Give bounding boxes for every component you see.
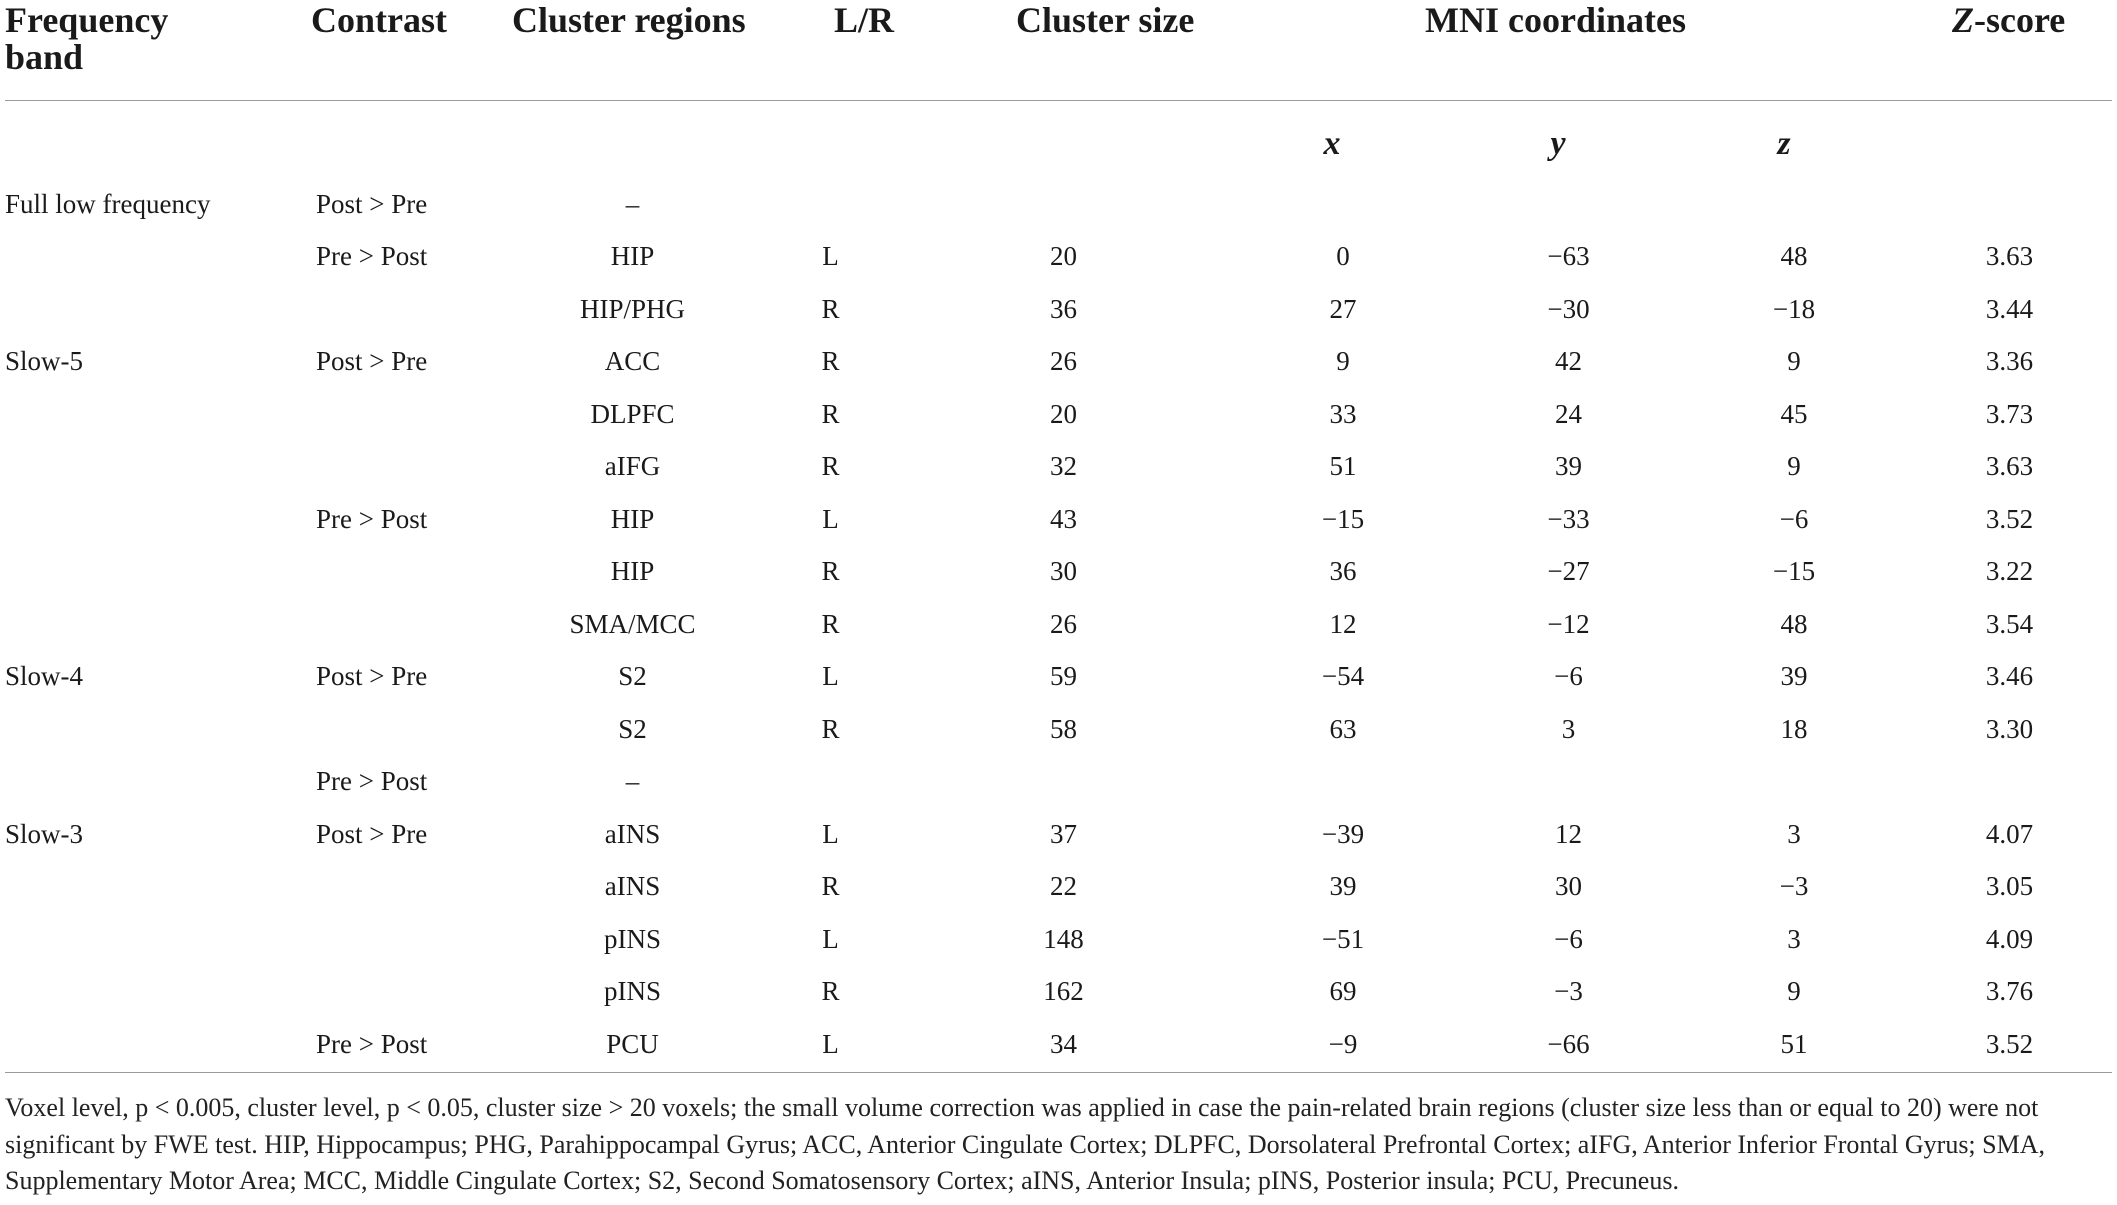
header-cluster-regions: Cluster regions	[512, 0, 746, 40]
cluster-region-cell: aINS	[604, 818, 661, 849]
cluster-size-cell: 37	[1050, 818, 1077, 849]
cluster-size-cell: 32	[1050, 451, 1077, 482]
mni-x-cell: −15	[1321, 503, 1365, 534]
frequency-band-cell	[5, 546, 316, 599]
frequency-band-cell	[5, 703, 316, 756]
header-contrast: Contrast	[311, 0, 447, 40]
mni-z-cell: −15	[1772, 556, 1816, 587]
header-score-suffix: -score	[1974, 0, 2066, 40]
contrast-cell	[316, 703, 501, 756]
mni-y-cell: −63	[1547, 241, 1590, 272]
mni-x-cell: 12	[1329, 608, 1357, 639]
mni-x-cell: 9	[1336, 346, 1350, 377]
mni-y-cell: −6	[1554, 661, 1583, 692]
mni-z-cell: 51	[1780, 1028, 1808, 1059]
hemisphere-cell: L	[822, 923, 839, 954]
mni-x-cell: 33	[1329, 398, 1357, 429]
cluster-region-cell: HIP	[610, 503, 655, 534]
contrast-cell: Pre > Post	[316, 503, 428, 534]
z-score-cell: 3.05	[1985, 871, 2034, 902]
mni-y-cell: −27	[1547, 556, 1590, 587]
cluster-region-cell: DLPFC	[590, 398, 675, 429]
contrast-cell	[316, 546, 501, 599]
mni-z-cell	[1681, 178, 1907, 231]
subheader-y: y	[1550, 125, 1566, 162]
table-footnote: Voxel level, p < 0.005, cluster level, p < 0.05, cluster size > 20 voxels; the small volume correction was applied in case the pain-related brain regions (cluster size less than or equal to 20) were not significant by FWE test. HIP, Hippocampus; PHG, Parahippocampal Gyrus; ACC, Anterior Cingulate Cortex; DLPFC, Dorsolateral Prefrontal Cortex; aIFG, Anterior Inferior Frontal Gyrus; SMA, Supplementary Motor Area; MCC, Middle Cingulate Cortex; S2, Second Somatosensory Cortex; aINS, Anterior Insula; pINS, Posterior insula; PCU, Precuneus.	[5, 1093, 2046, 1195]
z-score-cell: 3.36	[1985, 346, 2034, 377]
cluster-size-cell: 34	[1050, 1028, 1077, 1059]
table-row	[5, 441, 2112, 494]
table-row	[5, 178, 2112, 231]
frequency-band-cell: Full low frequency	[5, 188, 211, 219]
z-score-cell: 4.09	[1985, 923, 2034, 954]
mni-x-cell	[1230, 178, 1456, 231]
contrast-cell	[316, 441, 501, 494]
mni-y-cell: −3	[1554, 976, 1583, 1007]
z-score-cell: 3.30	[1985, 713, 2034, 744]
contrast-cell: Post > Pre	[316, 188, 428, 219]
frequency-band-cell	[5, 1018, 316, 1071]
mni-x-cell: −51	[1321, 923, 1365, 954]
mni-z-cell: 45	[1780, 398, 1808, 429]
z-score-cell: 3.52	[1985, 503, 2034, 534]
z-score-cell: 3.44	[1985, 293, 2034, 324]
table-row	[5, 808, 2112, 861]
table-row	[5, 913, 2112, 966]
z-score-cell	[1907, 756, 2112, 809]
cluster-region-cell: ACC	[604, 346, 661, 377]
results-table	[5, 178, 2112, 1071]
frequency-band-cell	[5, 598, 316, 651]
mni-z-cell: 3	[1787, 923, 1801, 954]
mni-z-cell: 9	[1787, 346, 1801, 377]
mni-y-cell	[1456, 178, 1681, 231]
cluster-size-cell: 26	[1050, 346, 1077, 377]
cluster-region-cell: S2	[618, 661, 647, 692]
contrast-cell	[316, 598, 501, 651]
mni-y-cell: 24	[1555, 398, 1582, 429]
contrast-cell: Post > Pre	[316, 661, 428, 692]
mni-z-cell: −3	[1779, 871, 1809, 902]
mni-x-cell: −39	[1321, 818, 1365, 849]
table-row	[5, 861, 2112, 914]
mni-x-cell: 36	[1329, 556, 1357, 587]
cluster-size-cell	[897, 756, 1230, 809]
table-row	[5, 283, 2112, 336]
table-row	[5, 546, 2112, 599]
z-score-cell: 4.07	[1985, 818, 2034, 849]
mni-z-cell: 9	[1787, 451, 1801, 482]
contrast-cell	[316, 861, 501, 914]
cluster-size-cell: 148	[1043, 923, 1084, 954]
header-divider	[5, 100, 2112, 101]
table-row	[5, 1018, 2112, 1071]
z-score-cell: 3.63	[1985, 451, 2034, 482]
mni-x-cell: 69	[1329, 976, 1357, 1007]
frequency-band-cell	[5, 283, 316, 336]
mni-y-cell: −33	[1547, 503, 1590, 534]
hemisphere-cell	[764, 756, 897, 809]
cluster-size-cell: 20	[1050, 398, 1077, 429]
mni-y-cell: 30	[1555, 871, 1582, 902]
mni-z-cell: 39	[1780, 661, 1808, 692]
mni-z-cell: 9	[1787, 976, 1801, 1007]
hemisphere-cell: R	[821, 346, 840, 377]
frequency-band-cell	[5, 913, 316, 966]
mni-y-cell	[1456, 756, 1681, 809]
contrast-cell: Pre > Post	[316, 241, 428, 272]
cluster-region-cell: HIP	[610, 241, 655, 272]
z-score-cell: 3.63	[1985, 241, 2034, 272]
frequency-band-cell	[5, 861, 316, 914]
header-frequency-band: Frequency band	[5, 0, 169, 77]
cluster-size-cell: 59	[1050, 661, 1077, 692]
cluster-size-cell	[897, 178, 1230, 231]
z-score-cell: 3.46	[1985, 661, 2034, 692]
hemisphere-cell: L	[822, 241, 839, 272]
table-row	[5, 703, 2112, 756]
mni-x-cell: −54	[1321, 661, 1365, 692]
hemisphere-cell: R	[821, 293, 840, 324]
z-score-cell: 3.76	[1985, 976, 2034, 1007]
contrast-cell: Post > Pre	[316, 346, 428, 377]
mni-y-cell: −6	[1554, 923, 1583, 954]
cluster-size-cell: 58	[1050, 713, 1077, 744]
subheader-z: z	[1777, 125, 1791, 162]
frequency-band-cell	[5, 756, 316, 809]
cluster-region-cell: HIP	[610, 556, 655, 587]
table-row	[5, 598, 2112, 651]
z-score-cell: 3.52	[1985, 1028, 2034, 1059]
cluster-region-cell: aINS	[604, 871, 661, 902]
cluster-region-cell: pINS	[603, 976, 661, 1007]
hemisphere-cell: R	[821, 976, 840, 1007]
contrast-cell	[316, 283, 501, 336]
contrast-cell: Post > Pre	[316, 818, 428, 849]
frequency-band-cell	[5, 966, 316, 1019]
mni-y-cell: 3	[1561, 713, 1576, 744]
header-z-score	[1952, 2, 2065, 39]
mni-z-cell: −18	[1772, 293, 1816, 324]
header-z-letter: Z	[1952, 0, 1974, 40]
hemisphere-cell: L	[822, 661, 839, 692]
cluster-region-cell: S2	[618, 713, 647, 744]
mni-x-cell: 27	[1329, 293, 1357, 324]
header-cluster-size: Cluster size	[1016, 0, 1195, 40]
frequency-band-cell: Slow-3	[5, 818, 84, 849]
mni-x-cell: 51	[1329, 451, 1357, 482]
table-row	[5, 651, 2112, 704]
hemisphere-cell: L	[822, 1028, 839, 1059]
table-row	[5, 388, 2112, 441]
hemisphere-cell: R	[821, 713, 840, 744]
mni-x-cell: 39	[1329, 871, 1357, 902]
mni-z-cell: 48	[1780, 608, 1808, 639]
header-lr: L/R	[834, 0, 895, 40]
table-row	[5, 756, 2112, 809]
mni-y-cell: −12	[1547, 608, 1590, 639]
contrast-cell	[316, 913, 501, 966]
cluster-size-cell: 26	[1050, 608, 1077, 639]
table-row	[5, 336, 2112, 389]
table-row	[5, 493, 2112, 546]
hemisphere-cell	[764, 178, 897, 231]
contrast-cell: Pre > Post	[316, 766, 428, 797]
hemisphere-cell: L	[822, 503, 839, 534]
header-mni-coordinates: MNI coordinates	[1425, 0, 1686, 40]
table-row	[5, 966, 2112, 1019]
mni-y-cell: 42	[1555, 346, 1582, 377]
mni-z-cell: 18	[1780, 713, 1808, 744]
mni-z-cell: 48	[1780, 241, 1808, 272]
frequency-band-cell	[5, 441, 316, 494]
cluster-size-cell: 162	[1043, 976, 1084, 1007]
hemisphere-cell: R	[821, 608, 840, 639]
cluster-size-cell: 43	[1050, 503, 1077, 534]
z-score-cell: 3.22	[1985, 556, 2034, 587]
mni-x-cell	[1230, 756, 1456, 809]
cluster-region-cell: HIP/PHG	[579, 293, 686, 324]
mni-y-cell: 12	[1555, 818, 1582, 849]
hemisphere-cell: R	[821, 451, 840, 482]
frequency-band-cell: Slow-4	[5, 661, 84, 692]
z-score-cell: 3.54	[1985, 608, 2034, 639]
contrast-cell	[316, 388, 501, 441]
hemisphere-cell: L	[822, 818, 839, 849]
cluster-region-cell: pINS	[603, 923, 661, 954]
mni-y-cell: −66	[1547, 1028, 1590, 1059]
mni-y-cell: 39	[1555, 451, 1582, 482]
cluster-region-cell: aIFG	[604, 451, 661, 482]
mni-x-cell: −9	[1328, 1028, 1358, 1059]
cluster-region-cell: PCU	[606, 1028, 659, 1059]
frequency-band-cell: Slow-5	[5, 346, 84, 377]
frequency-band-cell	[5, 388, 316, 441]
frequency-band-cell	[5, 493, 316, 546]
cluster-size-cell: 36	[1050, 293, 1077, 324]
cluster-region-cell: –	[625, 766, 640, 797]
contrast-cell: Pre > Post	[316, 1028, 428, 1059]
mni-z-cell: 3	[1787, 818, 1801, 849]
hemisphere-cell: R	[821, 871, 840, 902]
hemisphere-cell: R	[821, 556, 840, 587]
contrast-cell	[316, 966, 501, 1019]
table-row	[5, 231, 2112, 284]
subheader-x: x	[1323, 125, 1341, 162]
hemisphere-cell: R	[821, 398, 840, 429]
z-score-cell	[1907, 178, 2112, 231]
table-bottom-divider	[5, 1072, 2112, 1073]
cluster-size-cell: 20	[1050, 241, 1077, 272]
frequency-band-cell	[5, 231, 316, 284]
cluster-size-cell: 22	[1050, 871, 1077, 902]
cluster-size-cell: 30	[1050, 556, 1077, 587]
z-score-cell: 3.73	[1985, 398, 2034, 429]
mni-x-cell: 0	[1336, 241, 1350, 272]
mni-z-cell: −6	[1779, 503, 1809, 534]
mni-y-cell: −30	[1547, 293, 1590, 324]
mni-x-cell: 63	[1329, 713, 1357, 744]
cluster-region-cell: SMA/MCC	[569, 608, 696, 639]
cluster-region-cell: –	[625, 188, 640, 219]
results-table-body	[5, 178, 2112, 1071]
mni-z-cell	[1681, 756, 1907, 809]
